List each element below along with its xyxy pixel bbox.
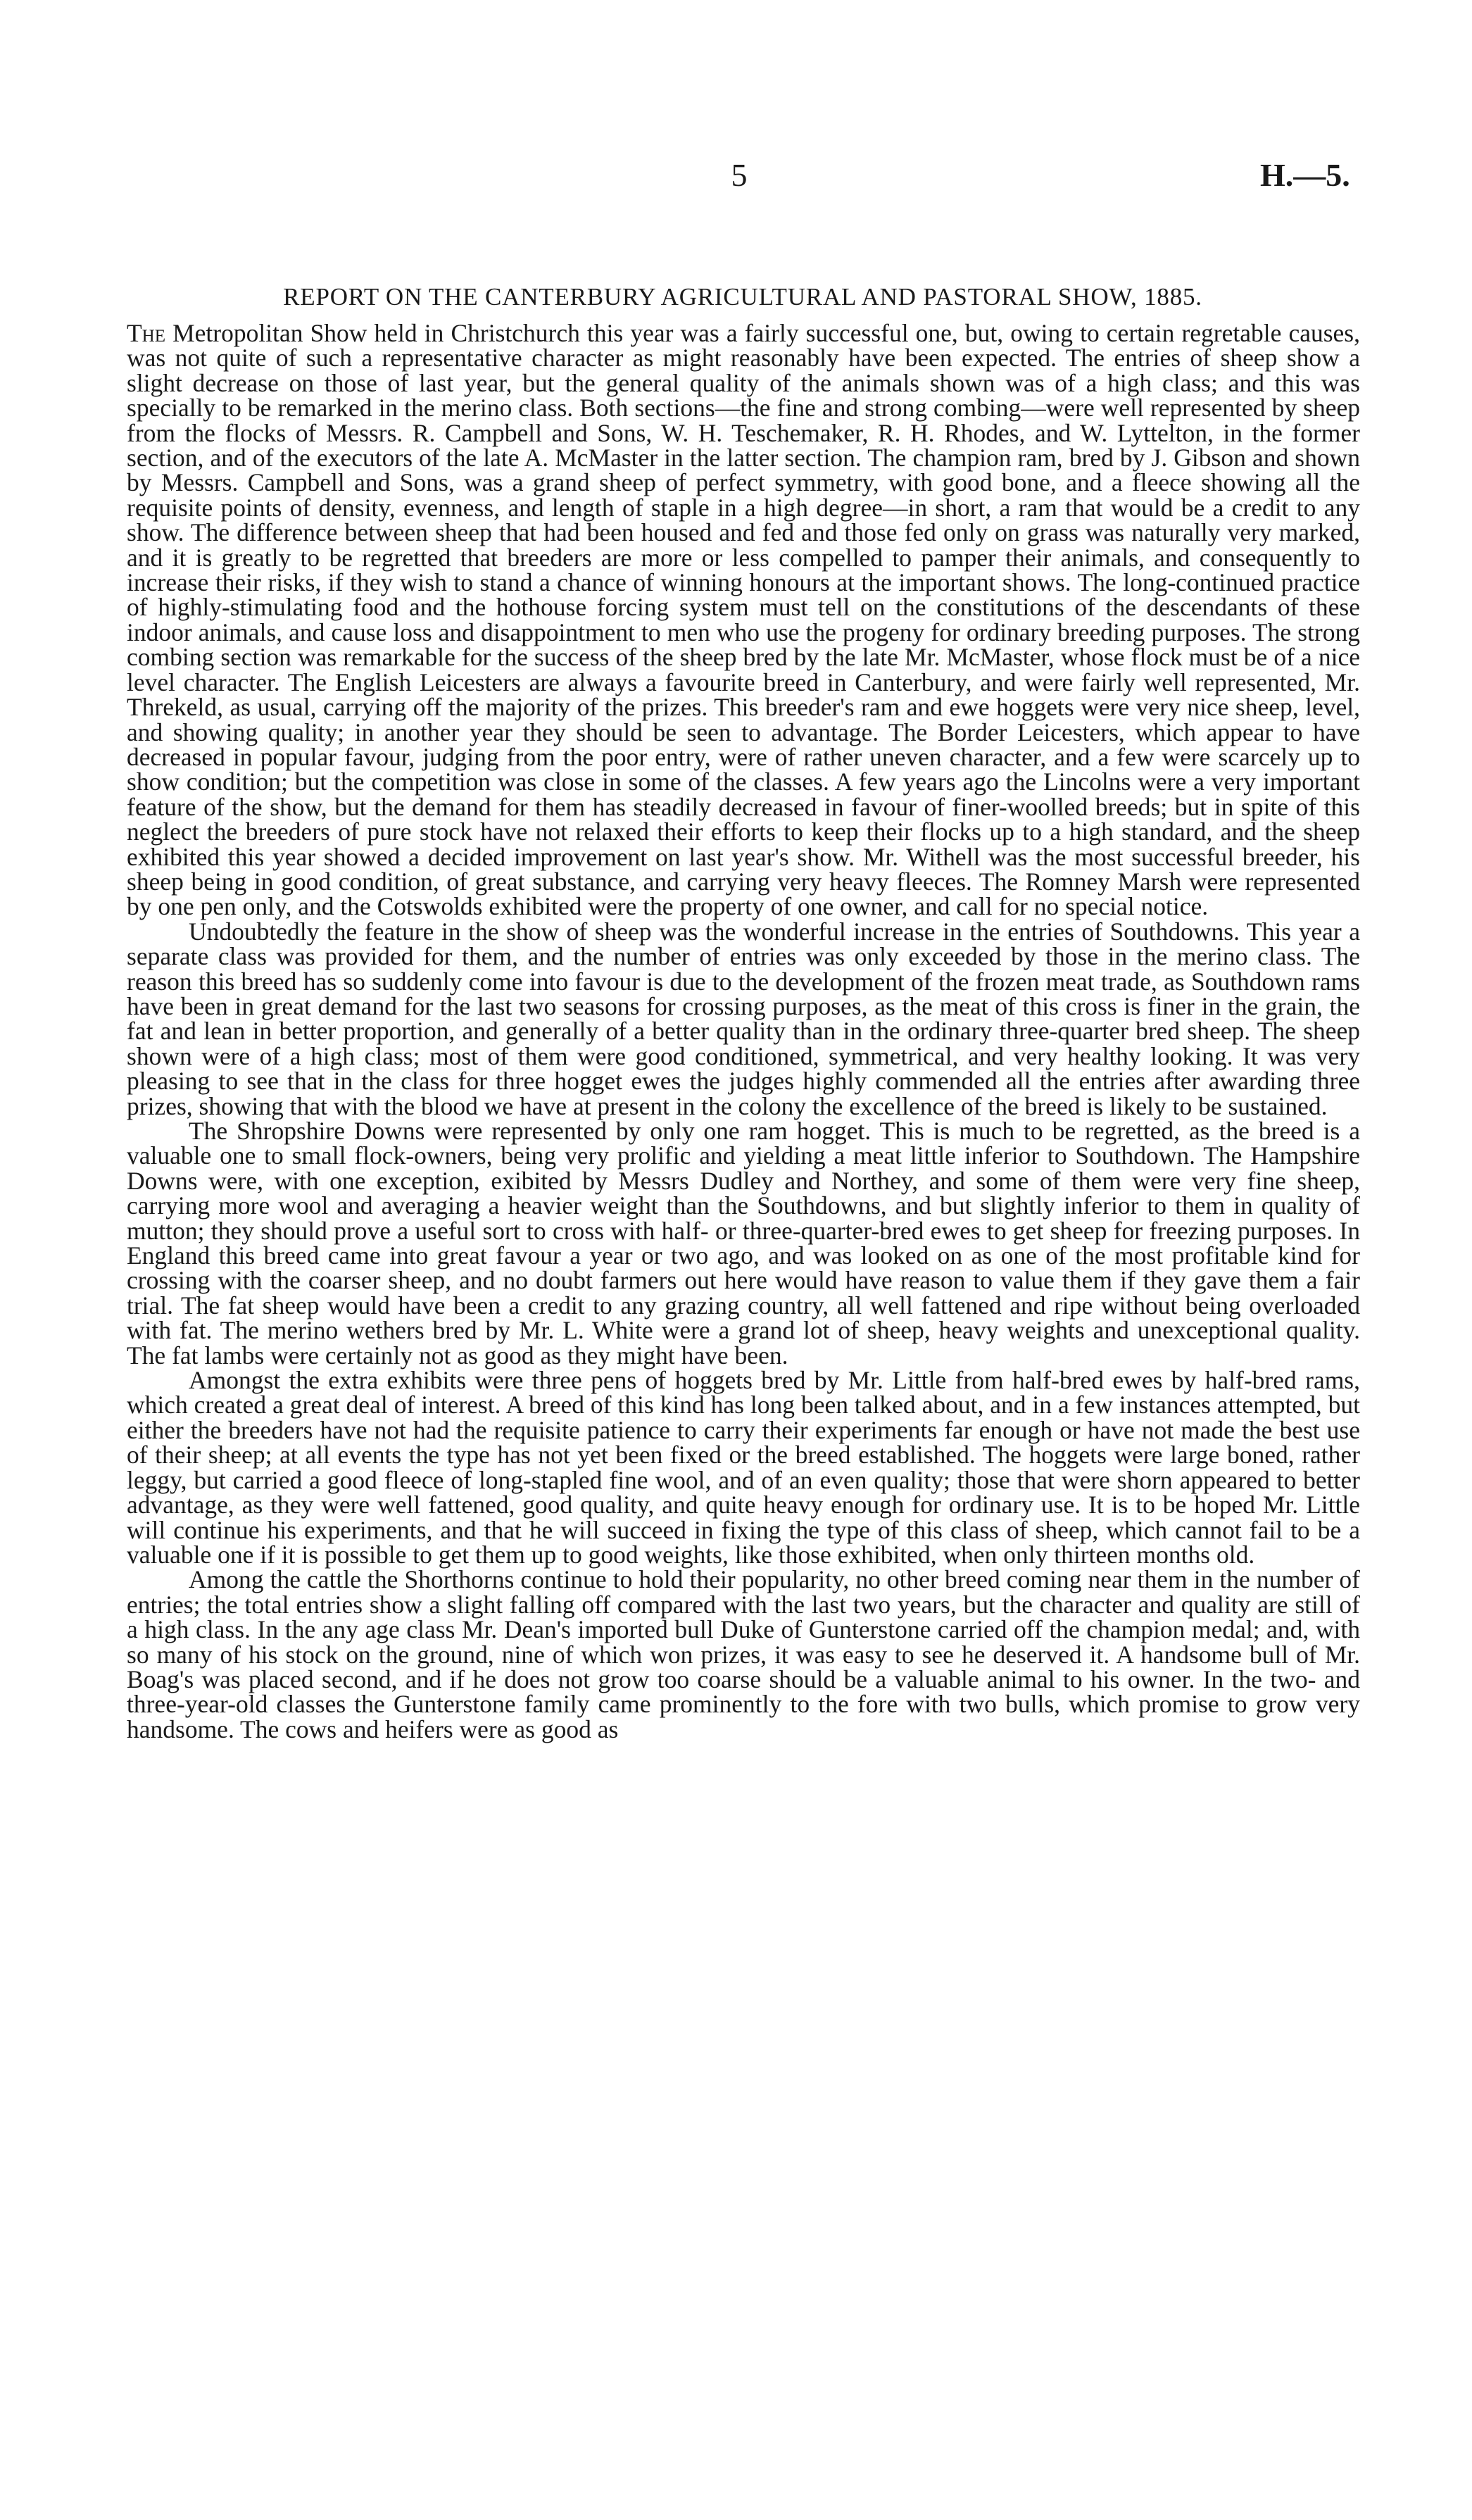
- report-body: [127, 321, 1360, 1742]
- page-number: 5: [731, 157, 748, 193]
- lead-word: The: [127, 319, 166, 347]
- paragraph-extra-exhibits: Amongst the extra exhibits were three pens of hoggets bred by Mr. Little from half-bred ewes by half-bred rams, which created a great deal of interest. A breed of this kind has long been talked about, and in a few instances attempted, but either the breeders have not had the requisite patience to carry their experiments far enough or have not made the best use of their sheep; at all events the type has not yet been fixed or the breed established. The hoggets were large boned, rather leggy, but carried a good fleece of long-stapled fine wool, and of an even quality; those that were shorn appeared to better advantage, as they were well fattened, good quality, and quite heavy enough for ordinary use. It is to be hoped Mr. Little will continue his experiments, and that he will succeed in fixing the type of this class of sheep, which cannot fail to be a valuable one if it is possible to get them up to good weights, like those exhibited, when only thirteen months old.: [127, 1366, 1360, 1569]
- paragraph-southdowns: Undoubtedly the feature in the show of sheep was the wonderful increase in the entries of Southdowns. This year a separate class was provided for them, and the number of entries was only exceeded by those in the merino class. The reason this breed has so suddenly come into favour is due to the development of the frozen meat trade, as Southdown rams have been in great demand for the last two seasons for crossing purposes, as the meat of this cross is finer in the grain, the fat and lean in better proportion, and generally of a better quality than in the ordinary three-quarter bred sheep. The sheep shown were of a high class; most of them were good conditioned, symmetrical, and very healthy looking. It was very pleasing to see that in the class for three hogget ewes the judges highly commended all the entries after awarding three prizes, showing that with the blood we have at present in the colony the excellence of the breed is likely to be sustained.: [127, 917, 1360, 1120]
- paragraph-text: Metropolitan Show held in Christchurch this year was a fairly successful one, but, owing to certain regretable causes, was not quite of such a representative character as might reasonably have been expected. The entries of sheep show a slight decrease on those of last year, but the general quality of the animals shown was of a high class; and this was specially to be remarked in the merino class. Both sections—the fine and strong combing—were well represented by sheep from the flocks of Messrs. R. Campbell and Sons, W. H. Teschemaker, R. H. Rhodes, and W. Lyttelton, in the former section, and of the executors of the late A. McMaster in the latter section. The champion ram, bred by J. Gibson and shown by Messrs. Campbell and Sons, was a grand sheep of perfect symmetry, with good bone, and a fleece showing all the requisite points of density, evenness, and length of staple in a high degree—in short, a ram that would be a credit to any show. The difference between sheep that had been housed and fed and those fed only on grass was naturally very marked, and it is greatly to be regretted that breeders are more or less compelled to pamper their animals, and consequently to increase their risks, if they wish to stand a chance of winning honours at the important shows. The long-continued practice of highly-stimulating food and the hothouse forcing system must tell on the constitutions of the descendants of these indoor animals, and cause loss and disappointment to men who use the progeny for ordinary breeding purposes. The strong combing section was remarkable for the success of the sheep bred by the late Mr. McMaster, whose flock must be of a nice level character. The English Leicesters are always a favourite breed in Canterbury, and were fairly well represented, Mr. Threkeld, as usual, carrying off the majority of the prizes. This breeder's ram and ewe hoggets were very nice sheep, level, and showing quality; in another year they should be seen to advantage. The Border Leicesters, which appear to have decreased in popular favour, judging from the poor entry, were of rather uneven character, and a few were scarcely up to show condition; but the competition was close in some of the classes. A few years ago the Lincolns were a very important feature of the show, but the demand for them has steadily decreased in favour of finer-woolled breeds; but in spite of this neglect the breeders of pure stock have not relaxed their efforts to keep their flocks up to a high standard, and the sheep exhibited this year showed a decided improvement on last year's show. Mr. Withell was the most successful breeder, his sheep being in good condition, of great substance, and carrying very heavy fleeces. The Romney Marsh were represented by one pen only, and the Cotswolds exhibited were the property of one owner, and call for no special notice.: [127, 319, 1360, 921]
- paragraph-cattle: Among the cattle the Shorthorns continue to hold their popularity, no other breed coming near them in the number of entries; the total entries show a slight falling off compared with the last two years, but the character and quality are still of a high class. In the any age class Mr. Dean's imported bull Duke of Gunterstone carried off the champion medal; and, with so many of his stock on the ground, nine of which won prizes, it was easy to see he deserved it. A handsome bull of Mr. Boag's was placed second, and if he does not grow too coarse should be a valuable animal to his owner. In the two- and three-year-old classes the Gunterstone family came prominently to the fore with two bulls, which promise to grow very handsome. The cows and heifers were as good as: [127, 1565, 1360, 1743]
- document-reference: H.—5.: [1260, 157, 1350, 193]
- paragraph-sheep-overview: [127, 321, 1360, 920]
- paragraph-downs-and-fat-sheep: The Shropshire Downs were represented by only one ram hogget. This is much to be regretted, as the breed is a valuable one to small flock-owners, being very prolific and yielding a meat little inferior to Southdown. The Hampshire Downs were, with one exception, exibited by Messrs Dudley and Northey, and some of them were very fine sheep, carrying more wool and averaging a heavier weight than the Southdowns, and but slightly inferior to them in quality of mutton; they should prove a useful sort to cross with half- or three-quarter-bred ewes to get sheep for freezing purposes. In England this breed came into great favour a year or two ago, and was looked on as one of the most profitable kind for crossing with the coarser sheep, and no doubt farmers out here would have reason to value them if they gave them a fair trial. The fat sheep would have been a credit to any grazing country, all well fattened and ripe without being overloaded with fat. The merino wethers bred by Mr. L. White were a grand lot of sheep, heavy weights and unexceptional quality. The fat lambs were certainly not as good as they might have been.: [127, 1117, 1360, 1369]
- report-title: REPORT ON THE CANTERBURY AGRICULTURAL AND PASTORAL SHOW, 1885.: [283, 283, 1202, 311]
